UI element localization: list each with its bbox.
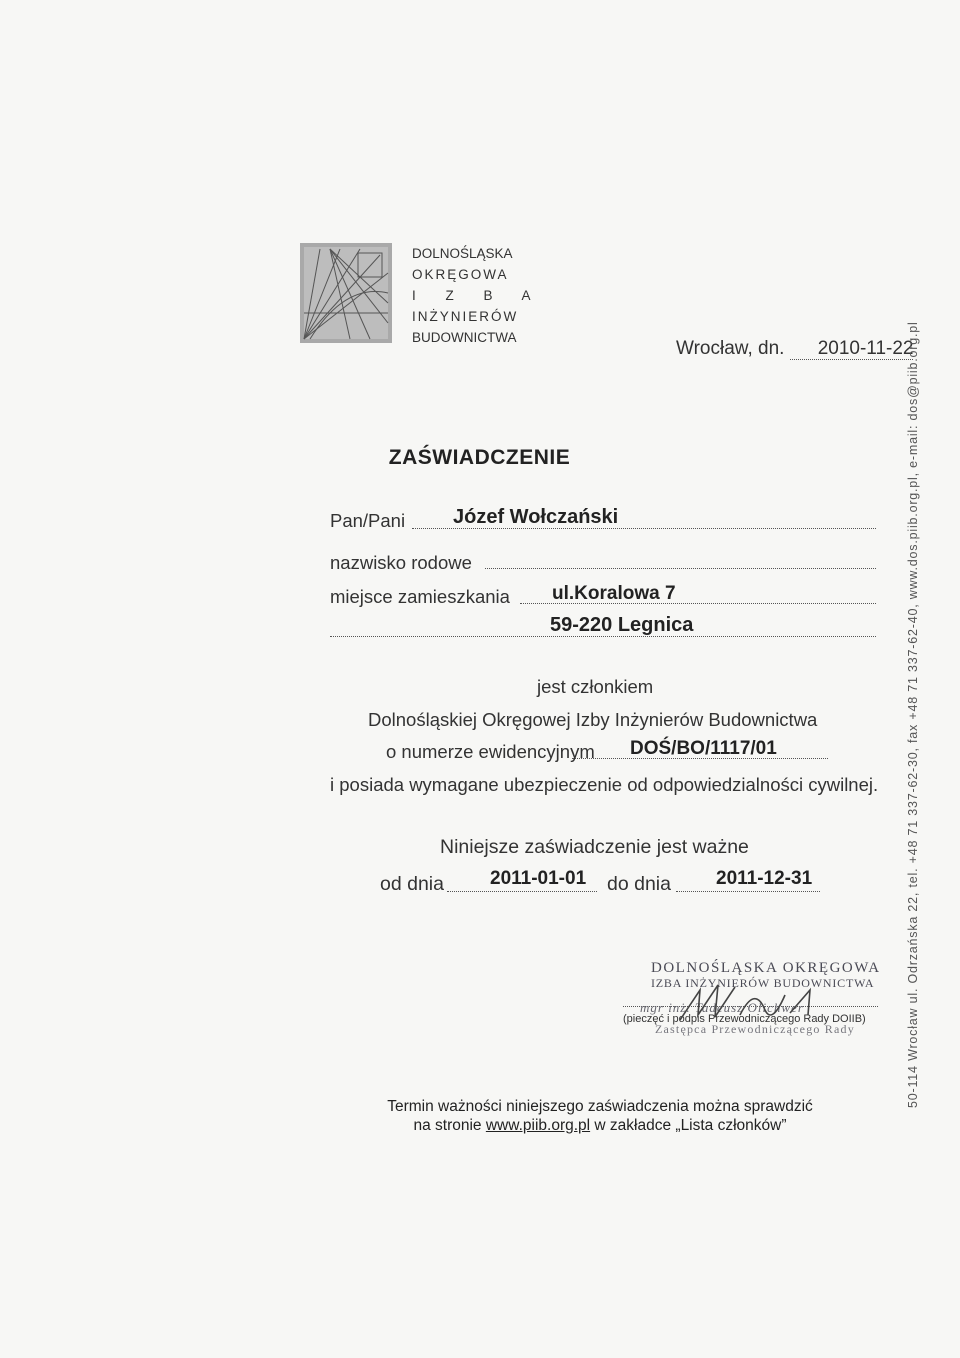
- place-date: [676, 338, 913, 360]
- org-line-5: BUDOWNICTWA: [412, 330, 517, 345]
- footer-line-2: [240, 1116, 960, 1135]
- valid-to-label: do dnia: [607, 873, 671, 895]
- org-line-2: OKRĘGOWA: [412, 267, 509, 282]
- valid-from-dotted-line: [447, 891, 597, 892]
- side-contact-info: 50-114 Wrocław ul. Odrzańska 22, tel. +48 71 337-62-30, fax +48 71 337-62-40, www.dos.piib.org.pl, e-mail: dos@piib.org.pl: [906, 321, 920, 1108]
- org-line-4: INŻYNIERÓW: [412, 309, 519, 324]
- organization-name: [412, 243, 544, 348]
- maiden-name-dotted-line: [485, 568, 876, 569]
- bridge-logo-icon: [300, 243, 392, 343]
- signer-role: Zastępca Przewodniczącego Rady: [655, 1022, 855, 1036]
- issue-date-value: 2010-11-22: [817, 338, 914, 359]
- name-label: Pan/Pani: [330, 510, 406, 531]
- footer-line-1: Termin ważności niniejszego zaświadczenia można sprawdzić: [387, 1098, 813, 1115]
- insurance-line: i posiada wymagane ubezpieczenie od odpowiedzialności cywilnej.: [330, 774, 879, 795]
- registry-number-label: o numerze ewidencyjnym: [386, 741, 595, 762]
- signer-name: mgr inż. Tadeusz Olichwer: [640, 1000, 804, 1015]
- registry-number-value: DOŚ/BO/1117/01: [630, 738, 777, 759]
- valid-to-value: 2011-12-31: [716, 868, 813, 889]
- residence-street: ul.Koralowa 7: [552, 583, 676, 604]
- maiden-name-label: nazwisko rodowe: [330, 552, 472, 573]
- membership-line: jest członkiem: [537, 676, 654, 697]
- validity-heading: Niniejsze zaświadczenie jest ważne: [440, 836, 749, 858]
- stamp-line-2: IZBA INŻYNIERÓW BUDOWNICTWA: [651, 976, 875, 990]
- piib-website-link[interactable]: www.piib.org.pl: [485, 1117, 591, 1134]
- handwritten-signature: [660, 975, 860, 1035]
- place-label: Wrocław, dn.: [676, 338, 785, 359]
- issue-date: [790, 338, 914, 360]
- valid-to-dotted-line: [676, 891, 820, 892]
- org-line-1: DOLNOŚLĄSKA: [412, 246, 513, 261]
- document-title: ZAŚWIADCZENIE: [388, 446, 571, 469]
- footer-note: [240, 1097, 960, 1135]
- chamber-name-line: Dolnośląskiej Okręgowej Izby Inżynierów Budownictwa: [368, 709, 818, 730]
- valid-from-value: 2011-01-01: [490, 868, 587, 889]
- residence-label: miejsce zamieszkania: [330, 586, 510, 607]
- footer-prefix: na stronie: [413, 1117, 482, 1134]
- signature-caption: (pieczęć i podpis Przewodniczącego Rady DOIIB): [623, 1013, 866, 1025]
- footer-suffix: w zakładce „Lista członków”: [594, 1117, 787, 1134]
- name-value: Józef Wołczański: [453, 506, 619, 528]
- org-line-3: I Z B A: [412, 288, 544, 303]
- residence-city: 59-220 Legnica: [550, 614, 694, 636]
- chamber-logo: [300, 243, 392, 343]
- stamp-line-1: DOLNOŚLĄSKA OKRĘGOWA: [651, 960, 881, 976]
- valid-from-label: od dnia: [380, 873, 444, 895]
